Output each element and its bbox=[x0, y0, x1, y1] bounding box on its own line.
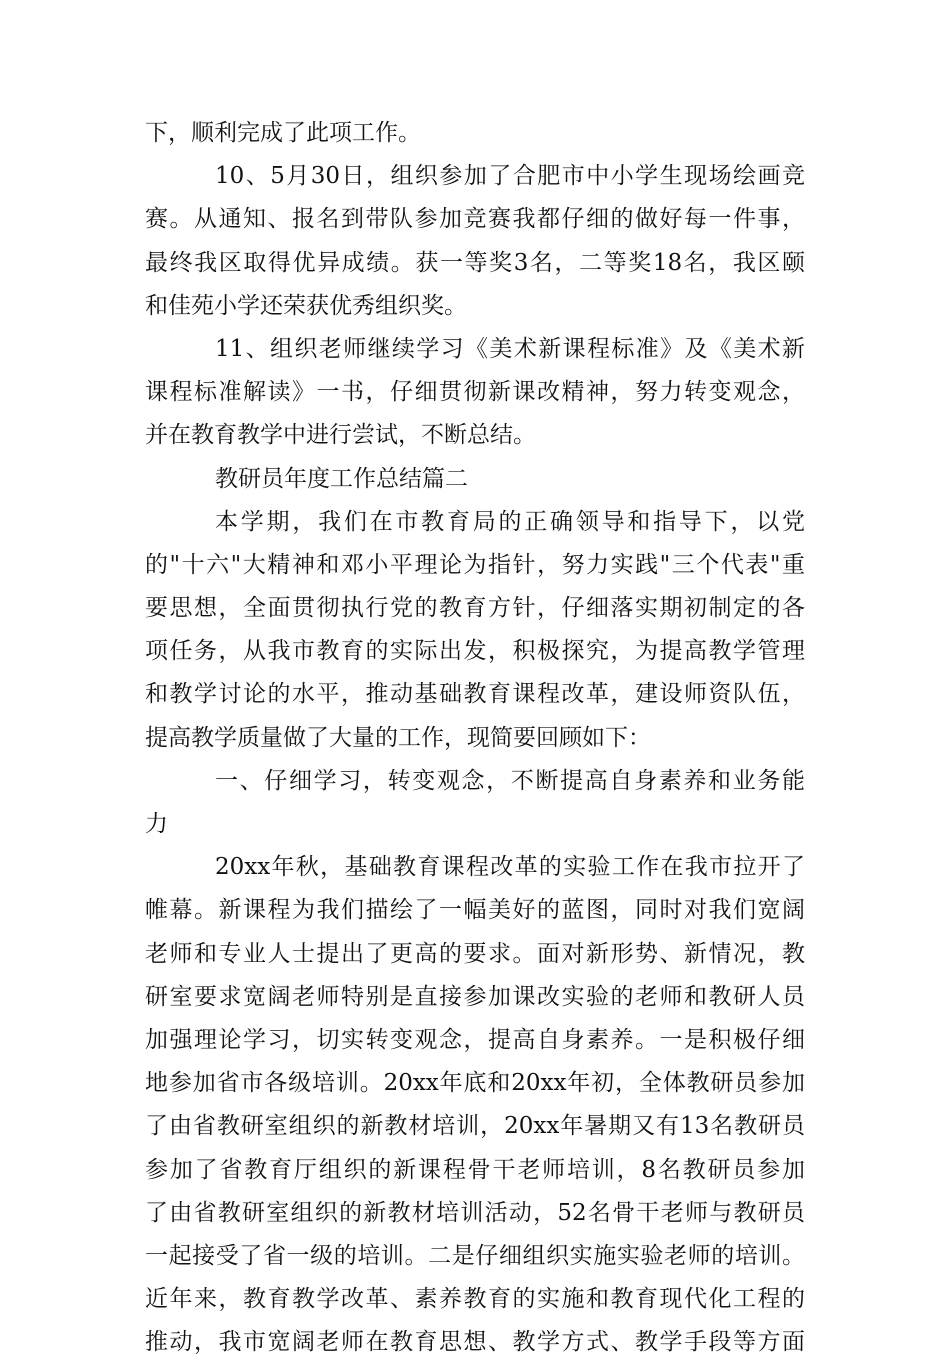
text-line: 了由省教研室组织的新教材培训活动，52名骨干老师与教研员 bbox=[145, 1199, 805, 1226]
text-line: 并在教育教学中进行尝试，不断总结。 bbox=[145, 422, 536, 449]
text-line: 研室要求宽阔老师特别是直接参加课改实验的老师和教研人员 bbox=[145, 983, 805, 1010]
text-line: 提高教学质量做了大量的工作，现简要回顾如下： bbox=[145, 724, 651, 751]
text-line: 加强理论学习，切实转变观念，提高自身素养。一是积极仔细 bbox=[145, 1026, 805, 1053]
text-line: 推动，我市宽阔老师在教育思想、教学方式、教学手段等方面 bbox=[145, 1329, 805, 1356]
text-line: 一起接受了省一级的培训。二是仔细组织实施实验老师的培训。 bbox=[145, 1242, 805, 1269]
text-line: 11、组织老师继续学习《美术新课程标准》及《美术新 bbox=[215, 335, 805, 362]
text-line: 参加了省教育厅组织的新课程骨干老师培训，8名教研员参加 bbox=[145, 1156, 805, 1183]
body-text bbox=[145, 112, 805, 1364]
text-line: 要思想，全面贯彻执行党的教育方针，仔细落实期初制定的各 bbox=[145, 595, 805, 622]
text-line: 老师和专业人士提出了更高的要求。面对新形势、新情况，教 bbox=[145, 940, 805, 967]
text-line: 地参加省市各级培训。20xx年底和20xx年初，全体教研员参加 bbox=[145, 1070, 805, 1097]
text-line: 帷幕。新课程为我们描绘了一幅美好的蓝图，同时对我们宽阔 bbox=[145, 897, 805, 924]
text-line: 教研员年度工作总结篇二 bbox=[215, 465, 468, 492]
text-line: 了由省教研室组织的新教材培训，20xx年暑期又有13名教研员 bbox=[145, 1113, 805, 1140]
text-line: 近年来，教育教学改革、素养教育的实施和教育现代化工程的 bbox=[145, 1286, 805, 1313]
text-line: 力 bbox=[145, 811, 168, 837]
text-line: 最终我区取得优异成绩。获一等奖3名，二等奖18名，我区颐 bbox=[145, 249, 805, 276]
text-line: 下，顺利完成了此项工作。 bbox=[145, 120, 421, 146]
text-line: 的"十六"大精神和邓小平理论为指针，努力实践"三个代表"重 bbox=[145, 551, 805, 578]
text-line: 10、5月30日，组织参加了合肥市中小学生现场绘画竞 bbox=[215, 163, 805, 190]
text-line: 项任务，从我市教育的实际出发，积极探究，为提高教学管理 bbox=[145, 638, 805, 665]
text-line: 和教学讨论的水平，推动基础教育课程改革，建设师资队伍， bbox=[145, 681, 805, 708]
text-line: 赛。从通知、报名到带队参加竞赛我都仔细的做好每一件事， bbox=[145, 206, 805, 233]
text-line: 一、仔细学习，转变观念，不断提高自身素养和业务能 bbox=[215, 767, 805, 794]
text-line: 课程标准解读》一书，仔细贯彻新课改精神，努力转变观念， bbox=[145, 379, 805, 406]
text-line: 本学期，我们在市教育局的正确领导和指导下，以党 bbox=[215, 508, 805, 535]
text-line: 20xx年秋，基础教育课程改革的实验工作在我市拉开了 bbox=[215, 854, 805, 881]
text-line: 和佳苑小学还荣获优秀组织奖。 bbox=[145, 292, 467, 319]
